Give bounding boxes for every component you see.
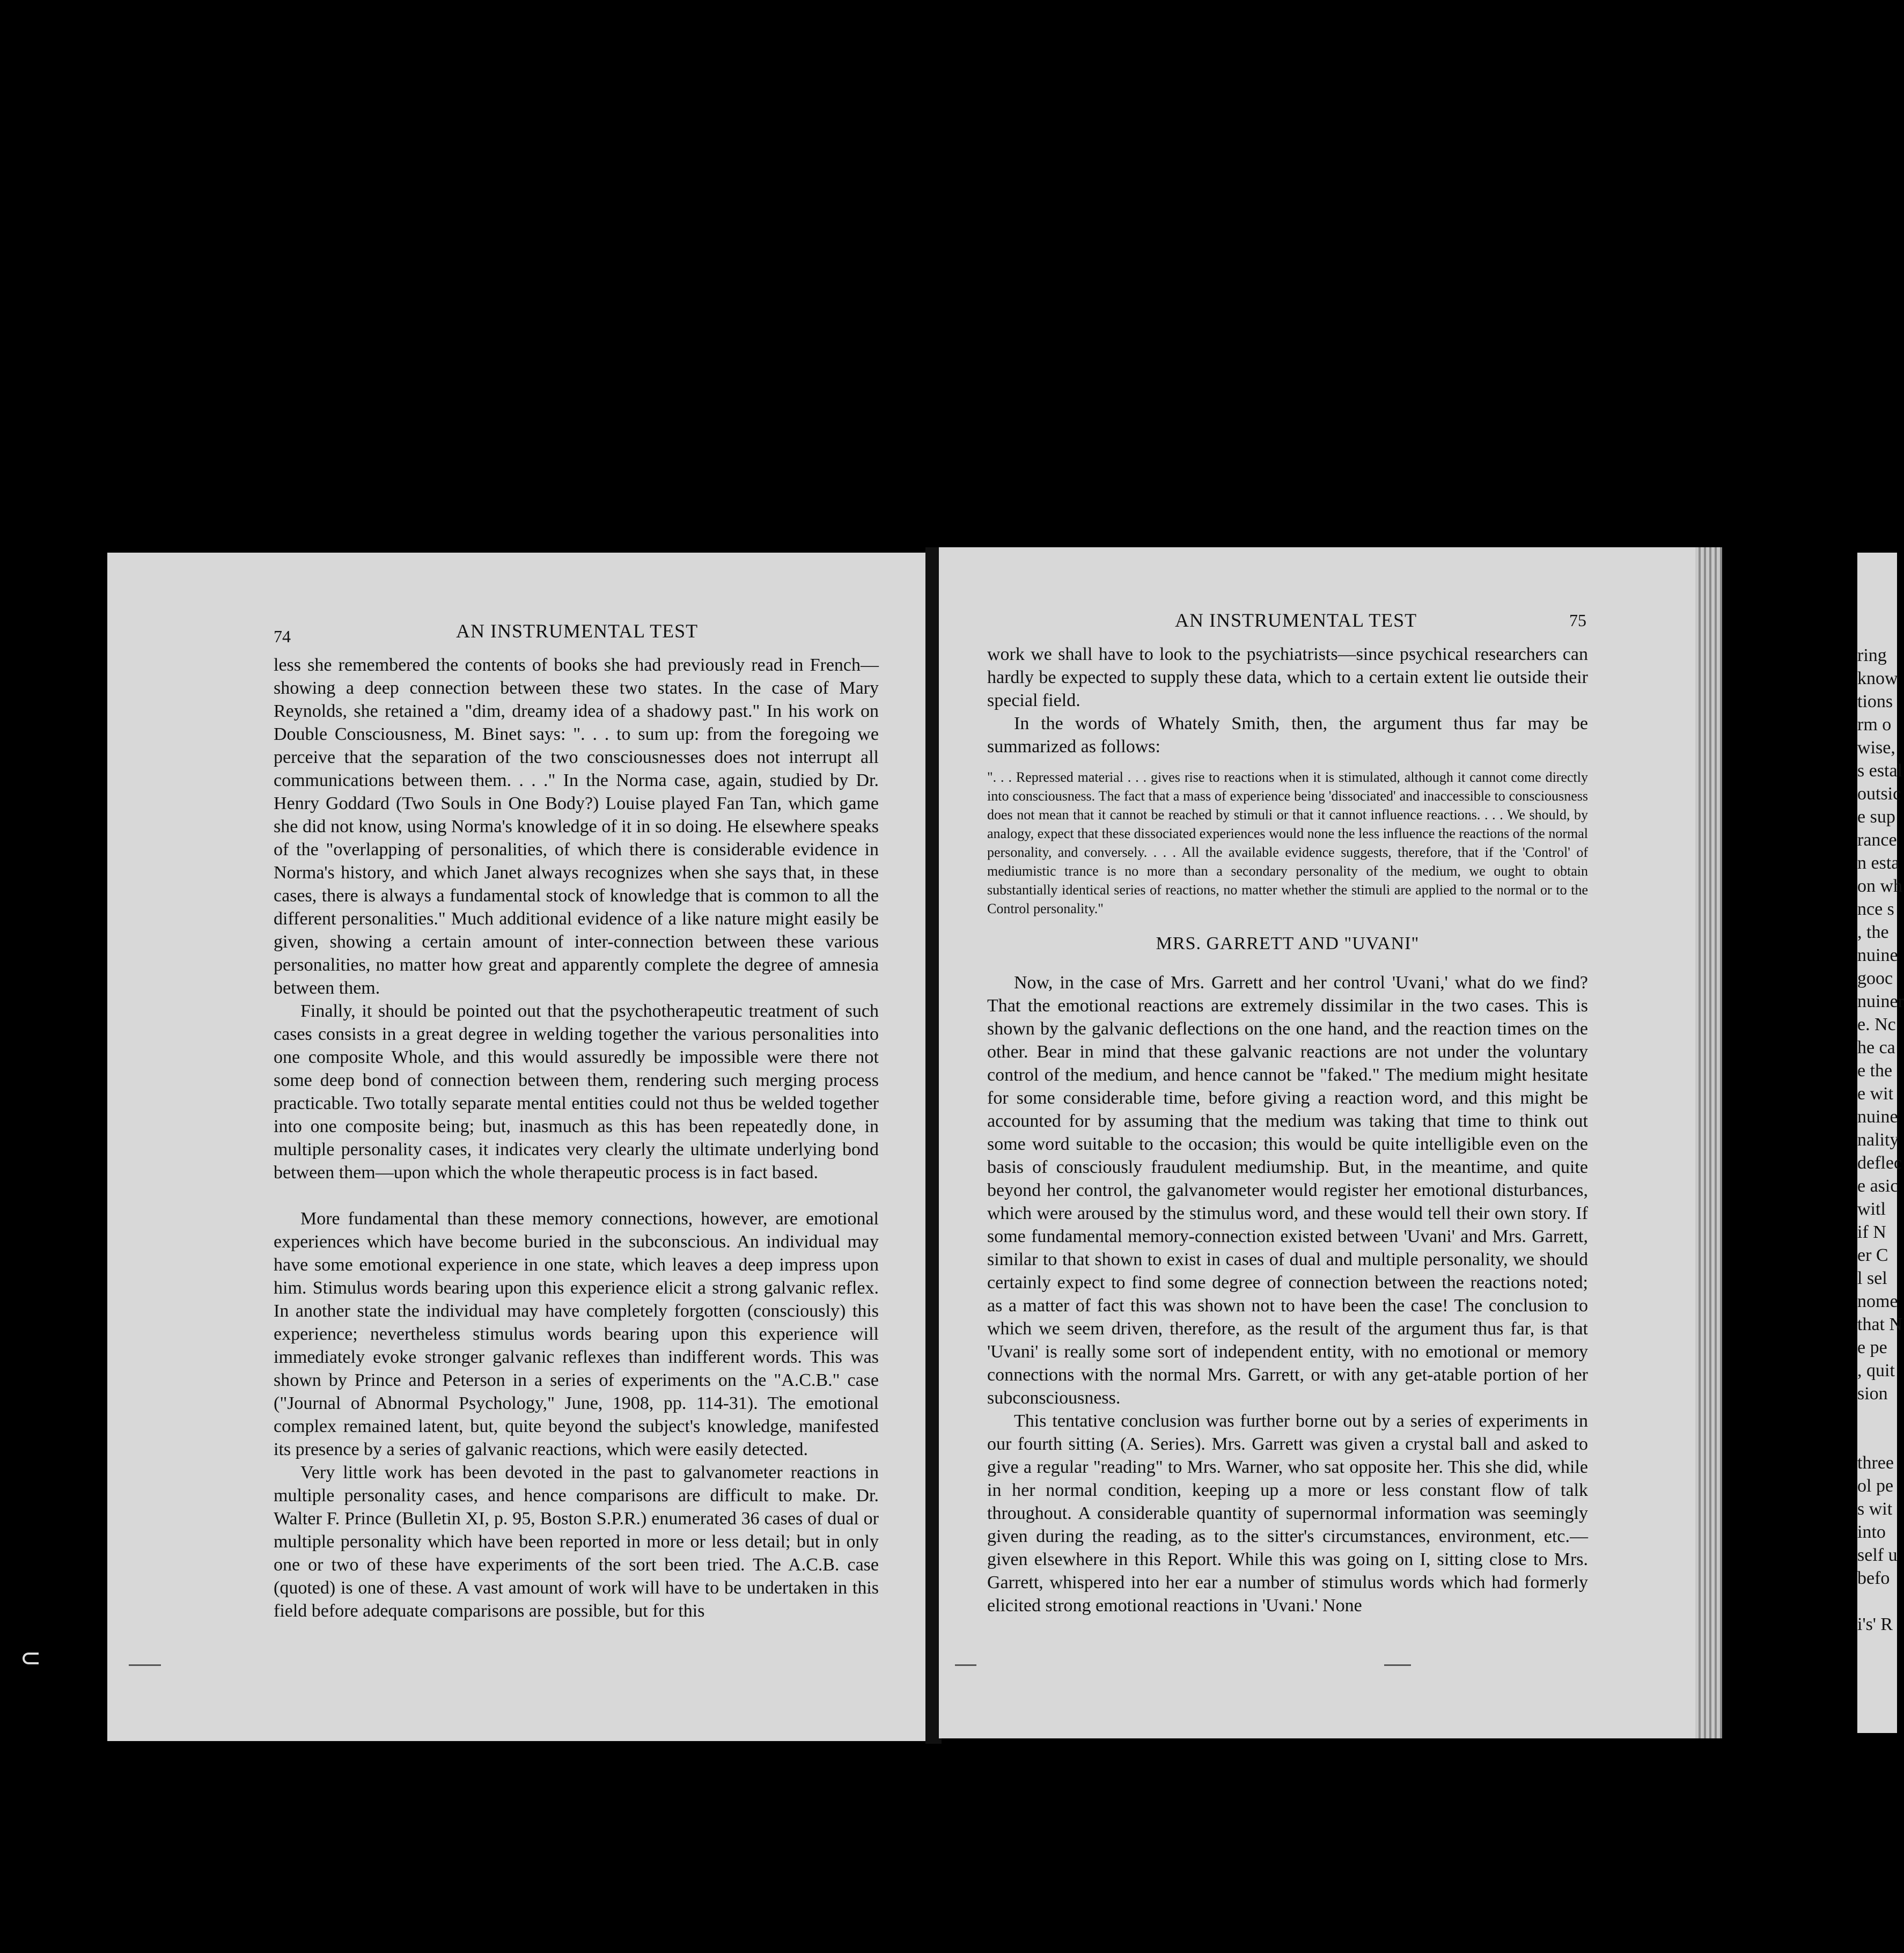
section-heading: MRS. GARRETT AND "UVANI" bbox=[1156, 934, 1420, 953]
edge-fragment: , quit bbox=[1857, 1361, 1895, 1381]
scan-artifact bbox=[129, 1664, 161, 1666]
paragraph: Finally, it should be pointed out that the psychotherapeutic treatment of such cases consists in a great degree in welding together the various personalities into one composite Whole, and this would assuredly be impossible were there not some deep bond of connection between them, rendering such merging process practicable. Two totally separate mental entities could not thus be welded together into one composite being; but, inasmuch as this has been repeatedly done, in multiple personality cases, it indicates very clearly the ultimate underlying bond between them—upon which the whole therapeutic process is in fact based. bbox=[274, 1001, 879, 1183]
right-page bbox=[939, 547, 1722, 1738]
edge-fragment: nome bbox=[1857, 1291, 1898, 1311]
edge-fragment: er C bbox=[1857, 1245, 1888, 1265]
left-page-number: 74 bbox=[274, 627, 291, 646]
edge-fragment: ring bbox=[1857, 645, 1887, 665]
right-page-body bbox=[987, 643, 1588, 1617]
edge-fragment: into bbox=[1857, 1522, 1886, 1542]
paragraph: More fundamental than these memory connections, however, are emotional experiences which have become buried in the subconscious. An individual may have some emotional experience in one state, which leaves a deep impress upon him. Stimulus words bearing upon this experience elicit a strong galvanic reflex. In another state the individual may have completely forgotten (consciously) this experience; nevertheless stimulus words bearing upon this experience will immediately evoke stronger galvanic reflexes than indifferent words. This was shown by Prince and Peterson in a series of experiments on the "A.C.B." case ("Journal of Abnormal Psychology," June, 1908, pp. 114-31). The emotional complex remained latent, but, quite beyond the subject's knowledge, manifested its presence by a series of galvanic reactions, which were easily detected. bbox=[274, 1209, 879, 1459]
edge-fragment: e asic bbox=[1857, 1176, 1899, 1196]
edge-fragment: ol pe bbox=[1857, 1476, 1894, 1496]
scan-artifact bbox=[1384, 1664, 1411, 1666]
edge-fragment: s estal bbox=[1857, 761, 1903, 781]
edge-fragment: gooc bbox=[1857, 968, 1893, 988]
edge-fragment: witl bbox=[1857, 1199, 1886, 1219]
edge-fragment: self u bbox=[1857, 1545, 1898, 1565]
edge-fragment: s wit bbox=[1857, 1499, 1893, 1519]
edge-fragment: nce s bbox=[1857, 899, 1894, 919]
right-page-header: AN INSTRUMENTAL TEST bbox=[1175, 610, 1417, 631]
edge-fragment: e the bbox=[1857, 1061, 1893, 1081]
edge-fragment: e. Nc bbox=[1857, 1015, 1896, 1034]
edge-fragment: l sel bbox=[1857, 1268, 1887, 1288]
edge-fragment: deflec bbox=[1857, 1153, 1902, 1173]
paragraph: work we shall have to look to the psychiatrists—since psychical researchers can hardly be expected to supply these data, which to a certain extent lie outside their special field. bbox=[987, 644, 1588, 710]
scanner-mark bbox=[23, 1653, 39, 1664]
paragraph: This tentative conclusion was further borne out by a series of experiments in our fourth sitting (A. Series). Mrs. Garrett was given a crystal ball and asked to give a regular "reading" to Mrs. Warner, who sat opposite her. This she did, while in her normal condition, keeping up a more or less constant flow of talk throughout. A considerable quantity of supernormal information was seemingly given during the reading, as to the sitter's circumstances, environment, etc.—given elsewhere in this Report. While this was going on I, sitting close to Mrs. Garrett, whispered into her ear a number of stimulus words which had formerly elicited strong emotional reactions in 'Uvani.' None bbox=[987, 1411, 1588, 1616]
edge-fragment: on wh bbox=[1857, 876, 1903, 896]
paragraph: Very little work has been devoted in the past to galvanometer reactions in multiple personality cases, and hence comparisons are difficult to make. Dr. Walter F. Prince (Bulletin XI, p. 95, Boston S.P.R.) enumerated 36 cases of dual or multiple personality which have been reported in more or less detail; but in only one or two of these have experiments of the sort been tried. The A.C.B. case (quoted) is one of these. A vast amount of work will have to be undertaken in this field before adequate comparisons are possible, but for this bbox=[274, 1463, 879, 1621]
edge-fragment: n esta bbox=[1857, 853, 1900, 873]
edge-fragment: , the bbox=[1857, 922, 1889, 942]
edge-fragment: wise, bbox=[1857, 738, 1895, 758]
left-page-body bbox=[274, 654, 879, 1622]
paragraph: Now, in the case of Mrs. Garrett and her control 'Uvani,' what do we find? That the emotional reactions are extremely dissimilar in the two cases. This is shown by the galvanic deflections on the one hand, and the reaction times on the other. Bear in mind that these galvanic reactions are not under the voluntary control of the medium, and hence cannot be "faked." The medium might hesitate for some considerable time, before giving a reaction word, and this might be accounted for by assuming that the medium was taking that time to think out some word suitable to the occasion; this would be quite intelligible even on the basis of consciously fraudulent mediumship. But, in the meantime, and quite beyond her control, the galvanometer would register her emotional disturbances, which were aroused by the stimulus word, and these would tell their own story. If some fundamental memory-connection existed between 'Uvani' and Mrs. Garrett, similar to that shown to exist in cases of dual and multiple personality, we should certainly expect to find some degree of connection between the reactions noted; as a matter of fact this was shown not to have been the case! The conclusion to which we seem driven, therefore, as the result of the argument thus far, is that 'Uvani' is really some sort of independent entity, with no emotional or memory connections with the normal Mrs. Garrett, or with any get-atable portion of her subconsciousness. bbox=[987, 973, 1588, 1408]
edge-fragment: befo bbox=[1857, 1568, 1890, 1588]
edge-fragment: nuine bbox=[1857, 1107, 1898, 1127]
edge-fragment: e wit bbox=[1857, 1084, 1894, 1104]
edge-fragment: rm o bbox=[1857, 715, 1892, 735]
edge-fragment: rance bbox=[1857, 830, 1897, 850]
right-binding-edge bbox=[1695, 547, 1722, 1738]
edge-fragment: nuine bbox=[1857, 945, 1898, 965]
edge-fragment: e pe bbox=[1857, 1338, 1887, 1357]
edge-fragment: outsic bbox=[1857, 784, 1901, 804]
edge-fragment: tions bbox=[1857, 692, 1893, 711]
edge-fragment: know bbox=[1857, 669, 1898, 688]
edge-fragment: e sup bbox=[1857, 807, 1895, 827]
edge-fragment: nuiner bbox=[1857, 992, 1904, 1011]
edge-fragment: if N bbox=[1857, 1222, 1886, 1242]
paragraph: less she remembered the contents of books she had previously read in French—showing a deep connection between these two states. In the case of Mary Reynolds, she retained a "dim, dreamy idea of a shadowy past." In his work on Double Consciousness, M. Binet says: ". . . to sum up: from the foregoing we perceive that the separation of the two consciousnesses does not interrupt all communications between them. . . ." In the Norma case, again, studied by Dr. Henry Goddard (Two Souls in One Body?) Louise played Fan Tan, which game she did not know, using Norma's knowledge of it in so doing. He elsewhere speaks of the "overlapping of personalities, of which there is considerable evidence in Norma's history, and which Janet always recognizes when she says that, in these cases, there is always a fundamental stock of knowledge that is common to all the different personalities." Much additional evidence of a like nature might easily be given, showing a certain amount of inter-connection between these various personalities, no matter how great and apparently complete the degree of amnesia between them. bbox=[274, 655, 879, 998]
paragraph: In the words of Whately Smith, then, the argument thus far may be summarized as follows: bbox=[987, 714, 1588, 757]
block-quote: ". . . Repressed material . . . gives rise to reactions when it is stimulated, although it cannot come directly into consciousness. The fact that a mass of experience being 'dissociated' and inaccessible to consciousness does not mean that it cannot be reached by stimuli or that it cannot influence reactions. . . . We should, by analogy, expect that these dissociated experiences would none the less influence the reactions of the normal personality, and conversely. . . . All the available evidence suggests, therefore, that if the 'Control' of mediumistic trance is no more than a secondary personality of the medium, we ought to obtain substantially identical series of reactions, no matter whether the stimuli are applied to the normal or to the Control personality." bbox=[987, 769, 1588, 916]
edge-fragment bbox=[1857, 1405, 1897, 1428]
right-page-number: 75 bbox=[1569, 611, 1586, 630]
edge-fragment bbox=[1857, 1428, 1897, 1451]
edge-fragment bbox=[1857, 1590, 1897, 1613]
edge-fragment: he ca bbox=[1857, 1038, 1895, 1058]
next-page-edge bbox=[1857, 553, 1904, 1733]
next-page-fragments bbox=[1857, 644, 1904, 1636]
edge-fragment: nality bbox=[1857, 1130, 1899, 1150]
left-page bbox=[107, 553, 931, 1741]
edge-fragment: i's' R bbox=[1857, 1614, 1893, 1634]
edge-fragment: sion bbox=[1857, 1384, 1888, 1404]
edge-fragment: that N bbox=[1857, 1315, 1903, 1334]
left-page-header: AN INSTRUMENTAL TEST bbox=[456, 620, 699, 642]
scan-artifact bbox=[955, 1664, 976, 1666]
edge-fragment: three bbox=[1857, 1453, 1894, 1473]
